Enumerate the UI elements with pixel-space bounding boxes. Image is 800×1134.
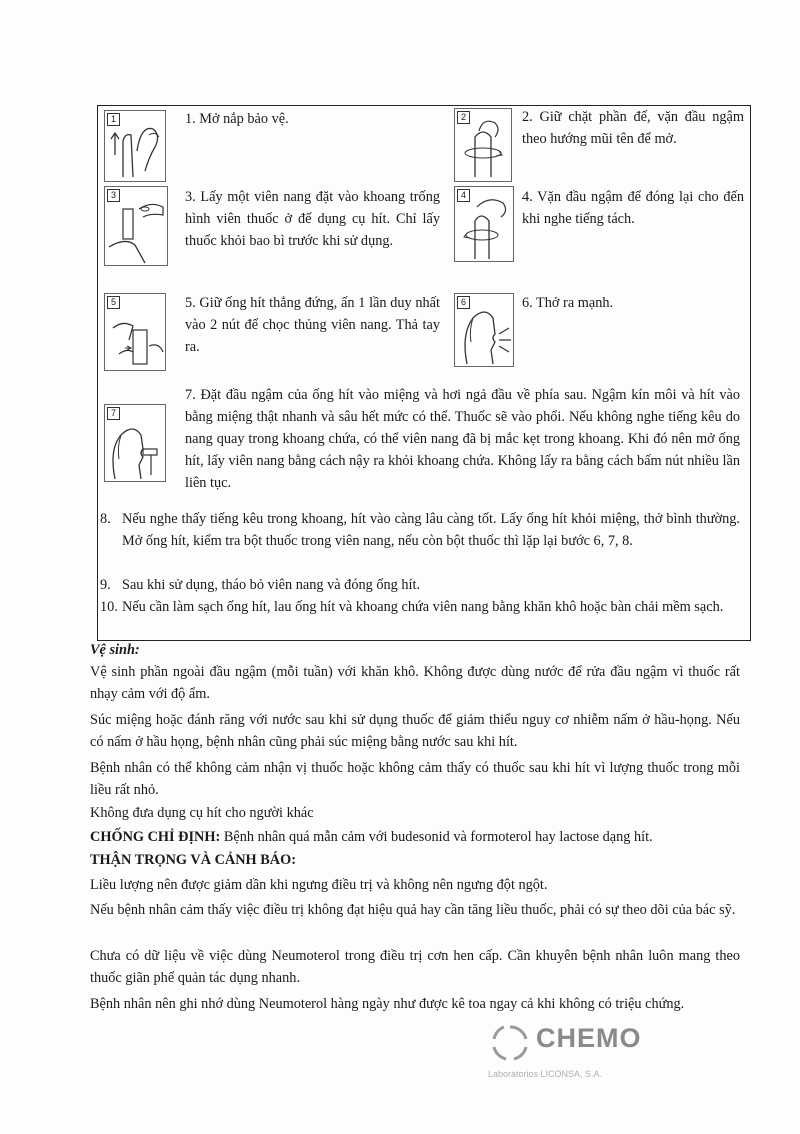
figure-step-1 [104,110,166,182]
inhale-illustration [105,405,165,481]
hygiene-paragraph: Vệ sinh phần ngoài đầu ngậm (mỗi tuần) với khăn khô. Không được dùng nước để rửa đầu ngậm vì thuốc rất nhạy cảm với độ ẩm. [90,664,740,702]
figure-step-6 [454,293,514,367]
step-6-text: 6. Thở ra mạnh. [522,295,614,311]
hand-opening-cap-illustration [105,111,165,181]
contraindication-label: CHỐNG CHỈ ĐỊNH: [90,829,221,845]
item-text: Sau khi sử dụng, tháo bỏ viên nang và đóng ống hít. [122,577,421,593]
step-5-text: 5. Giữ ống hít thẳng đứng, ấn 1 lần duy nhất vào 2 nút để chọc thủng viên nang. Thả tay ra. [185,295,440,355]
list-item [100,574,740,596]
figure-number: 7 [107,407,120,420]
item-text: Nếu nghe thấy tiếng kêu trong khoang, hít vào càng lâu càng tốt. Lấy ống hít khỏi miệng, thở bình thường. Mở ống hít, kiểm tra bột thuốc trong viên nang, nếu còn bột thuốc thì lặp lại bước 6, 7, 8. [122,511,740,549]
chemo-logo-mark-icon [488,1023,532,1063]
step-7-text: 7. Đặt đầu ngậm của ống hít vào miệng và hơi ngả đầu về phía sau. Ngậm kín môi và hít vào bằng miệng thật nhanh và sâu hết mức có thể. Thuốc sẽ vào phổi. Nếu không nghe tiếng kêu do nang quay trong khoang chứa, có thể viên nang đã bị mắc kẹt trong khoang. Khi đó nên mở ống hít, lấy viên nang bằng cách nậy ra khỏi khoang chứa. Không lấy ra bằng cách bấm nút nhiều lần liên tục. [185,387,740,491]
warnings-paragraph: Chưa có dữ liệu về việc dùng Neumoterol trong điều trị cơn hen cấp. Cần khuyên bệnh nhân luôn mang theo thuốc giãn phế quản tác dụng nhanh. [90,948,740,986]
warnings-paragraph: Liều lượng nên được giảm dần khi ngưng điều trị và không nên ngưng đột ngột. [90,877,548,893]
step-4-text: 4. Vặn đầu ngậm để đóng lại cho đến khi nghe tiếng tách. [522,189,744,227]
figure-number: 4 [457,189,470,202]
warnings-paragraph: Nếu bệnh nhân cảm thấy việc điều trị không đạt hiệu quả hay cần tăng liều thuốc, phải có sự theo dõi của bác sỹ. [90,902,736,918]
exhale-illustration [455,294,513,366]
item-text: Nếu cần làm sạch ống hít, lau ống hít và khoang chứa viên nang bằng khăn khô hoặc bàn chải mềm sạch. [122,599,724,615]
figure-number: 3 [107,189,120,202]
chemo-logo [488,1023,688,1083]
hygiene-heading: Vệ sinh: [90,642,140,658]
hygiene-paragraph: Súc miệng hoặc đánh răng với nước sau khi sử dụng thuốc để giảm thiểu nguy cơ nhiễm nấm ở hầu-họng. Nếu có nấm ở hầu họng, bệnh nhân cũng phải súc miệng bằng nước sau khi hít. [90,712,740,750]
pierce-capsule-illustration [105,294,165,370]
item-number: 10. [100,599,118,615]
figure-step-7 [104,404,166,482]
figure-step-5 [104,293,166,371]
twist-mouthpiece-illustration [455,109,511,181]
warnings-heading: THẬN TRỌNG VÀ CẢNH BÁO: [90,852,296,868]
figure-number: 5 [107,296,120,309]
figure-step-4 [454,186,514,262]
figure-number: 6 [457,296,470,309]
list-item [100,508,740,574]
figure-step-3 [104,186,168,266]
item-number: 9. [100,577,111,593]
figure-step-2 [454,108,512,182]
contraindication-text: Bệnh nhân quá mẫn cảm với budesonid và formoterol hay lactose dạng hít. [220,829,653,845]
warnings-paragraph: Bệnh nhân nên ghi nhớ dùng Neumoterol hàng ngày như được kê toa ngay cả khi không có triệu chứng. [90,996,685,1012]
hygiene-paragraph: Bệnh nhân có thể không cảm nhận vị thuốc hoặc không cảm thấy có thuốc sau khi hít vì lượng thuốc trong mỗi liều rất nhỏ. [90,760,740,798]
step-2-text: 2. Giữ chặt phần đế, vặn đầu ngậm theo hướng mũi tên để mở. [522,109,744,147]
figure-number: 2 [457,111,470,124]
logo-wordmark: CHEMO [536,1023,642,1053]
hygiene-paragraph: Không đưa dụng cụ hít cho người khác [90,805,314,821]
logo-subtitle: Laboratorios LICONSA, S.A. [488,1069,603,1079]
insert-capsule-illustration [105,187,167,265]
close-mouthpiece-illustration [455,187,513,261]
step-3-text: 3. Lấy một viên nang đặt vào khoang trống hình viên thuốc ở đế dụng cụ hít. Chỉ lấy thuốc khỏi bao bì trước khi sử dụng. [185,189,440,249]
contraindication [90,826,740,848]
item-number: 8. [100,511,111,527]
step-1-text: 1. Mở nắp bảo vệ. [185,111,289,127]
list-item [100,596,740,640]
figure-number: 1 [107,113,120,126]
